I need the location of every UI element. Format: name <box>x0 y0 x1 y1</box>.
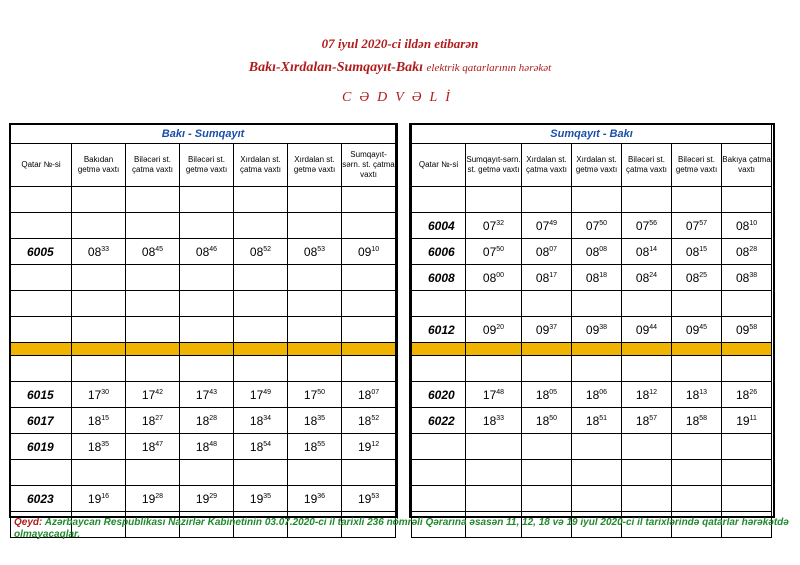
empty-cell <box>572 187 622 213</box>
empty-cell <box>466 187 522 213</box>
time-cell: $08^{08}$ <box>572 239 622 265</box>
time-cell: $19^{36}$ <box>288 486 342 512</box>
train-number: 6006 <box>412 239 466 265</box>
baku-sumqayit-table <box>10 124 396 538</box>
separator-row <box>412 343 772 356</box>
table-row <box>11 239 396 265</box>
empty-cell <box>180 213 234 239</box>
empty-cell <box>72 460 126 486</box>
empty-cell <box>342 460 396 486</box>
time-cell: $17^{30}$ <box>72 382 126 408</box>
column-header: Xırdalan st. çatma vaxtı <box>234 144 288 187</box>
schedule-title: CƏDVƏLİ <box>342 90 458 105</box>
time-cell: $18^{26}$ <box>722 382 772 408</box>
empty-cell <box>466 291 522 317</box>
empty-cell <box>342 356 396 382</box>
empty-cell <box>180 460 234 486</box>
time-cell: $18^{06}$ <box>572 382 622 408</box>
empty-cell <box>522 356 572 382</box>
empty-cell <box>180 187 234 213</box>
empty-cell <box>234 460 288 486</box>
time-cell: $09^{45}$ <box>672 317 722 343</box>
column-header: Qatar №-si <box>412 144 466 187</box>
time-cell: $08^{38}$ <box>722 265 772 291</box>
empty-cell <box>288 291 342 317</box>
empty-cell <box>522 434 572 460</box>
empty-cell <box>288 265 342 291</box>
empty-cell <box>72 265 126 291</box>
train-number: 6005 <box>11 239 72 265</box>
table-row <box>11 434 396 460</box>
empty-cell <box>622 291 672 317</box>
time-cell: $18^{34}$ <box>234 408 288 434</box>
separator-row <box>11 343 396 356</box>
time-cell: $17^{49}$ <box>234 382 288 408</box>
time-cell: $08^{52}$ <box>234 239 288 265</box>
empty-cell <box>412 291 466 317</box>
empty-cell <box>234 343 288 356</box>
empty-cell <box>288 187 342 213</box>
empty-cell <box>126 343 180 356</box>
time-cell: $18^{15}$ <box>72 408 126 434</box>
empty-cell <box>72 291 126 317</box>
train-number: 6022 <box>412 408 466 434</box>
time-cell: $18^{52}$ <box>342 408 396 434</box>
table-row <box>412 213 772 239</box>
empty-cell <box>672 434 722 460</box>
empty-cell <box>622 460 672 486</box>
time-cell: $07^{50}$ <box>466 239 522 265</box>
time-cell: $19^{16}$ <box>72 486 126 512</box>
empty-cell <box>234 356 288 382</box>
empty-cell <box>72 356 126 382</box>
table-row <box>412 356 772 382</box>
table-row <box>11 486 396 512</box>
empty-cell <box>126 317 180 343</box>
empty-cell <box>72 213 126 239</box>
time-cell: $19^{35}$ <box>234 486 288 512</box>
empty-cell <box>234 317 288 343</box>
column-header: Biləcəri st. çatma vaxtı <box>126 144 180 187</box>
time-cell: $18^{33}$ <box>466 408 522 434</box>
train-number: 6019 <box>11 434 72 460</box>
empty-cell <box>622 343 672 356</box>
empty-cell <box>126 265 180 291</box>
schedule-date-heading: 07 iyul 2020-ci ildən etibarən <box>321 36 479 51</box>
empty-cell <box>672 343 722 356</box>
time-cell: $19^{28}$ <box>126 486 180 512</box>
empty-cell <box>342 291 396 317</box>
column-header: Biləcəri st. getmə vaxtı <box>180 144 234 187</box>
empty-cell <box>412 434 466 460</box>
time-cell: $18^{28}$ <box>180 408 234 434</box>
column-header: Xırdalan st. getmə vaxtı <box>288 144 342 187</box>
empty-cell <box>412 187 466 213</box>
time-cell: $18^{51}$ <box>572 408 622 434</box>
time-cell: $09^{58}$ <box>722 317 772 343</box>
empty-cell <box>288 356 342 382</box>
time-cell: $08^{33}$ <box>72 239 126 265</box>
column-header: Xırdalan st. çatma vaxtı <box>522 144 572 187</box>
table-row <box>412 317 772 343</box>
empty-cell <box>722 460 772 486</box>
empty-cell <box>11 460 72 486</box>
footnote-label: Qeyd: <box>14 517 43 528</box>
time-cell: $17^{42}$ <box>126 382 180 408</box>
empty-cell <box>522 343 572 356</box>
empty-cell <box>11 356 72 382</box>
empty-cell <box>572 356 622 382</box>
table-section-title: Bakı - Sumqayıt <box>11 125 396 144</box>
table-row <box>412 486 772 512</box>
time-cell: $18^{13}$ <box>672 382 722 408</box>
table-section-title: Sumqayıt - Bakı <box>412 125 772 144</box>
schedule-route-heading <box>0 60 800 76</box>
empty-cell <box>288 343 342 356</box>
time-cell: $08^{17}$ <box>522 265 572 291</box>
empty-cell <box>126 356 180 382</box>
empty-cell <box>572 291 622 317</box>
table-row <box>11 356 396 382</box>
time-cell: $07^{32}$ <box>466 213 522 239</box>
empty-cell <box>722 343 772 356</box>
train-number: 6017 <box>11 408 72 434</box>
time-cell: $08^{07}$ <box>522 239 572 265</box>
time-cell: $19^{53}$ <box>342 486 396 512</box>
empty-cell <box>11 265 72 291</box>
time-cell: $08^{24}$ <box>622 265 672 291</box>
time-cell: $18^{55}$ <box>288 434 342 460</box>
empty-cell <box>672 460 722 486</box>
empty-cell <box>288 213 342 239</box>
time-cell: $17^{48}$ <box>466 382 522 408</box>
train-number: 6023 <box>11 486 72 512</box>
table-row <box>11 187 396 213</box>
table-row <box>412 434 772 460</box>
empty-cell <box>342 317 396 343</box>
time-cell: $07^{56}$ <box>622 213 672 239</box>
empty-cell <box>622 356 672 382</box>
empty-cell <box>180 291 234 317</box>
time-cell: $07^{57}$ <box>672 213 722 239</box>
table-row <box>11 265 396 291</box>
time-cell: $08^{28}$ <box>722 239 772 265</box>
empty-cell <box>672 486 722 512</box>
train-number: 6012 <box>412 317 466 343</box>
table-row <box>11 291 396 317</box>
time-cell: $18^{35}$ <box>288 408 342 434</box>
empty-cell <box>522 187 572 213</box>
column-header: Sumqayıt-sərn. st. getmə vaxtı <box>466 144 522 187</box>
empty-cell <box>180 343 234 356</box>
empty-cell <box>72 317 126 343</box>
column-header: Sumqayıt-sərn. st. çatma vaxtı <box>342 144 396 187</box>
column-header: Bakıdan getmə vaxtı <box>72 144 126 187</box>
empty-cell <box>234 265 288 291</box>
table-row <box>412 187 772 213</box>
empty-cell <box>572 434 622 460</box>
empty-cell <box>126 187 180 213</box>
time-cell: $18^{35}$ <box>72 434 126 460</box>
table-row <box>412 382 772 408</box>
time-cell: $19^{29}$ <box>180 486 234 512</box>
train-number: 6015 <box>11 382 72 408</box>
table-row <box>412 408 772 434</box>
empty-cell <box>288 460 342 486</box>
empty-cell <box>234 291 288 317</box>
time-cell: $18^{54}$ <box>234 434 288 460</box>
time-cell: $08^{14}$ <box>622 239 672 265</box>
table-row <box>412 239 772 265</box>
column-header: Xırdalan st. getmə vaxtı <box>572 144 622 187</box>
empty-cell <box>672 356 722 382</box>
empty-cell <box>412 460 466 486</box>
footnote <box>14 517 794 541</box>
empty-cell <box>342 343 396 356</box>
empty-cell <box>72 343 126 356</box>
time-cell: $18^{07}$ <box>342 382 396 408</box>
table-row <box>412 460 772 486</box>
table-row <box>11 317 396 343</box>
sumqayit-baku-table <box>411 124 772 538</box>
empty-cell <box>234 187 288 213</box>
time-cell: $17^{43}$ <box>180 382 234 408</box>
table-row <box>11 213 396 239</box>
time-cell: $08^{45}$ <box>126 239 180 265</box>
empty-cell <box>466 343 522 356</box>
empty-cell <box>11 343 72 356</box>
empty-cell <box>722 187 772 213</box>
column-header: Qatar №-si <box>11 144 72 187</box>
time-cell: $17^{50}$ <box>288 382 342 408</box>
empty-cell <box>622 434 672 460</box>
time-cell: $18^{50}$ <box>522 408 572 434</box>
empty-cell <box>126 291 180 317</box>
empty-cell <box>412 486 466 512</box>
time-cell: $19^{12}$ <box>342 434 396 460</box>
time-cell: $18^{48}$ <box>180 434 234 460</box>
time-cell: $18^{12}$ <box>622 382 672 408</box>
table-row <box>11 408 396 434</box>
time-cell: $08^{53}$ <box>288 239 342 265</box>
time-cell: $08^{00}$ <box>466 265 522 291</box>
time-cell: $09^{44}$ <box>622 317 672 343</box>
time-cell: $09^{20}$ <box>466 317 522 343</box>
empty-cell <box>11 213 72 239</box>
empty-cell <box>466 434 522 460</box>
empty-cell <box>11 317 72 343</box>
time-cell: $18^{58}$ <box>672 408 722 434</box>
empty-cell <box>11 187 72 213</box>
time-cell: $19^{11}$ <box>722 408 772 434</box>
empty-cell <box>572 486 622 512</box>
empty-cell <box>722 486 772 512</box>
empty-cell <box>522 291 572 317</box>
column-header: Bakıya çatma vaxtı <box>722 144 772 187</box>
route-name: Bakı-Xırdalan-Sumqayıt-Bakı <box>248 60 424 75</box>
empty-cell <box>342 265 396 291</box>
train-number: 6004 <box>412 213 466 239</box>
empty-cell <box>466 486 522 512</box>
table-row <box>11 382 396 408</box>
time-cell: $09^{37}$ <box>522 317 572 343</box>
time-cell: $07^{49}$ <box>522 213 572 239</box>
empty-cell <box>180 356 234 382</box>
empty-cell <box>622 486 672 512</box>
empty-cell <box>412 343 466 356</box>
empty-cell <box>180 317 234 343</box>
train-number: 6020 <box>412 382 466 408</box>
time-cell: $09^{10}$ <box>342 239 396 265</box>
time-cell: $18^{47}$ <box>126 434 180 460</box>
empty-cell <box>672 291 722 317</box>
empty-cell <box>234 213 288 239</box>
empty-cell <box>722 356 772 382</box>
empty-cell <box>11 291 72 317</box>
empty-cell <box>342 187 396 213</box>
time-cell: $08^{25}$ <box>672 265 722 291</box>
time-cell: $08^{46}$ <box>180 239 234 265</box>
time-cell: $18^{57}$ <box>622 408 672 434</box>
empty-cell <box>722 291 772 317</box>
empty-cell <box>572 343 622 356</box>
time-cell: $18^{05}$ <box>522 382 572 408</box>
time-cell: $08^{10}$ <box>722 213 772 239</box>
empty-cell <box>342 213 396 239</box>
time-cell: $08^{15}$ <box>672 239 722 265</box>
time-cell: $08^{18}$ <box>572 265 622 291</box>
table-row <box>412 265 772 291</box>
table-row <box>11 460 396 486</box>
empty-cell <box>126 213 180 239</box>
empty-cell <box>572 460 622 486</box>
empty-cell <box>522 460 572 486</box>
empty-cell <box>466 356 522 382</box>
empty-cell <box>412 356 466 382</box>
column-header: Biləcəri st. çatma vaxtı <box>622 144 672 187</box>
empty-cell <box>722 434 772 460</box>
time-cell: $07^{50}$ <box>572 213 622 239</box>
empty-cell <box>72 187 126 213</box>
empty-cell <box>522 486 572 512</box>
footnote-text: Azərbaycan Respublikası Nazirlər Kabinetinin 03.07.2020-ci il tarixli 236 nömrəli Qərarına əsasən 11, 12, 18 və 19 iyul 2020-ci il tarixlərində qatarlar hərəkətdə olmayacaqlar. <box>14 517 789 540</box>
empty-cell <box>466 460 522 486</box>
empty-cell <box>180 265 234 291</box>
empty-cell <box>672 187 722 213</box>
time-cell: $18^{27}$ <box>126 408 180 434</box>
column-header: Biləcəri st. getmə vaxtı <box>672 144 722 187</box>
route-subtitle: elektrik qatarlarının hərəkət <box>426 62 552 74</box>
empty-cell <box>622 187 672 213</box>
empty-cell <box>126 460 180 486</box>
train-number: 6008 <box>412 265 466 291</box>
table-row <box>412 291 772 317</box>
time-cell: $09^{38}$ <box>572 317 622 343</box>
empty-cell <box>288 317 342 343</box>
